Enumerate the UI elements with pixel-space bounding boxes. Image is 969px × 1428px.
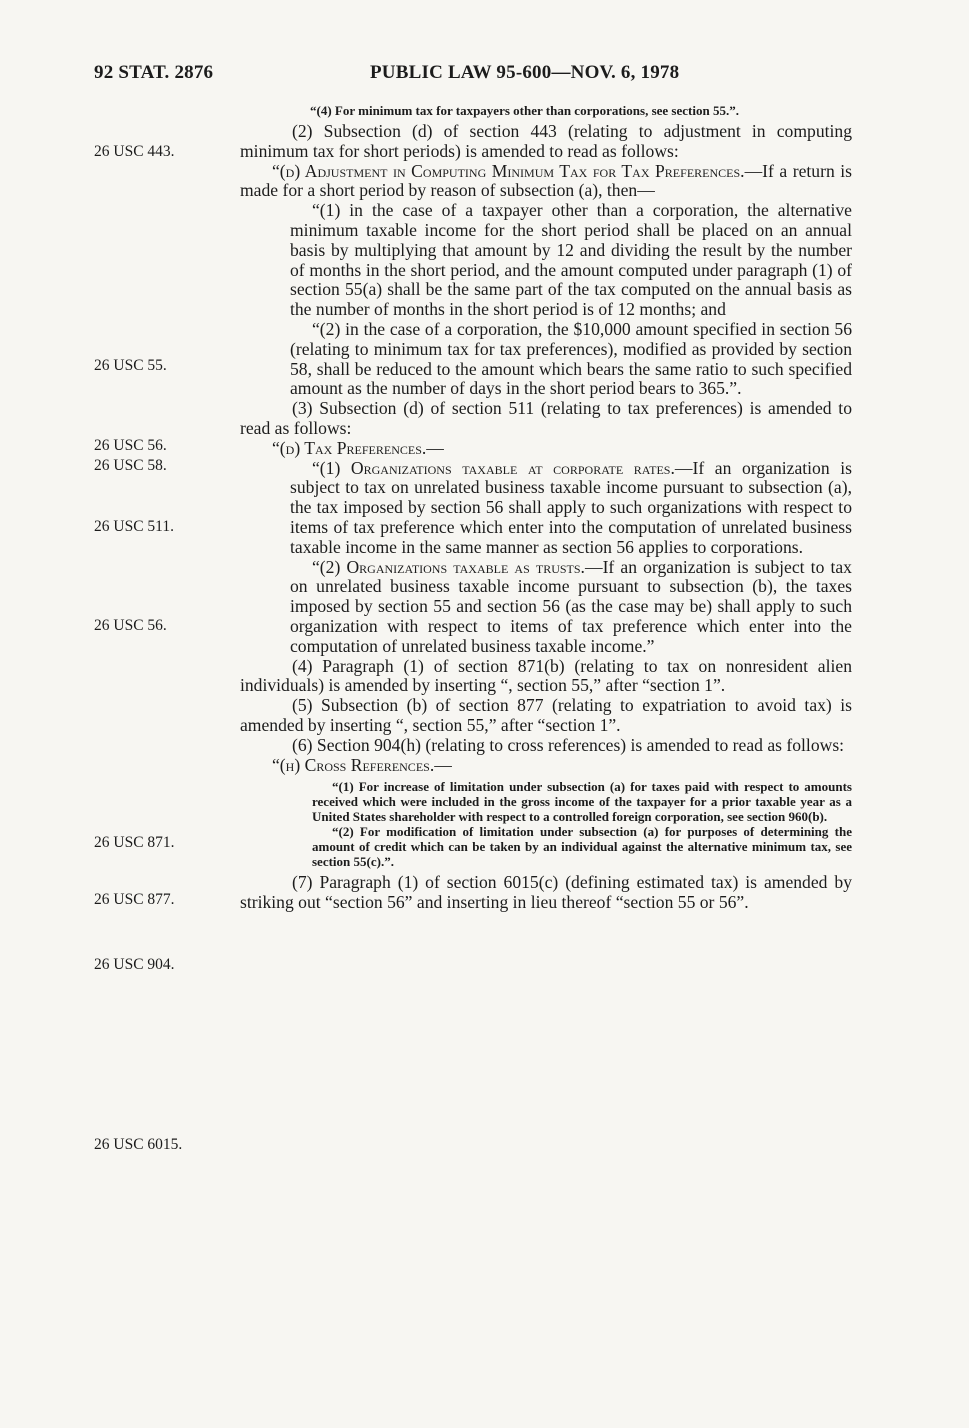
note-min-tax-other: “(4) For minimum tax for taxpayers other than corporations, see section 55.”.	[310, 103, 739, 118]
margin-note-usc-443: 26 USC 443.	[94, 143, 175, 160]
para-4-section-871: (4) Paragraph (1) of section 871(b) (relating to tax on nonresident alien individuals) is amended by inserting “, section 55,” after “section 1”.	[240, 655, 852, 696]
para-3-section-511: (3) Subsection (d) of section 511 (relating to tax preferences) is amended to read as follows:	[240, 398, 852, 438]
para-6-section-904: (6) Section 904(h) (relating to cross references) is amended to read as follows:	[292, 734, 845, 755]
margin-note-usc-511: 26 USC 511.	[94, 518, 174, 535]
law-title: PUBLIC LAW 95-600—NOV. 6, 1978	[370, 62, 680, 83]
heading-trusts: “(2) Organizations taxable as trusts.	[312, 556, 585, 577]
heading-adjustment: “(d) Adjustment in Computing Minimum Tax for Tax Preferences.	[272, 160, 745, 181]
margin-note-usc-55: 26 USC 55.	[94, 357, 167, 374]
heading-corporate-rates: “(1) Organizations taxable at corporate rates.	[312, 457, 675, 478]
margin-note-usc-6015: 26 USC 6015.	[94, 1136, 183, 1153]
para-2-short-periods: (2) Subsection (d) of section 443 (relating to adjustment in computing minimum tax for short periods) is amended to read as follows:	[240, 121, 852, 161]
para-1-taxpayer-other: “(1) in the case of a taxpayer other than a corporation, the alternative minimum taxable income for the short period shall be placed on an annual basis by multiplying that amount by 12 and dividing the result by the number of months in the short period, and the amount computed under paragraph (1) of section 55(a) shall be the same part of the tax computed on the annual basis as the number of months in the short period is of 12 months; and	[290, 200, 852, 320]
para-5-section-877: (5) Subsection (b) of section 877 (relating to expatriation to avoid tax) is amended by inserting “, section 55,” after “section 1”.	[240, 695, 852, 735]
heading-cross-references: “(h) Cross References.—	[272, 754, 452, 775]
margin-note-usc-56-b: 26 USC 56.	[94, 617, 167, 634]
margin-note-usc-58: 26 USC 58.	[94, 457, 167, 474]
stat-citation: 92 STAT. 2876	[94, 62, 214, 83]
statute-body	[240, 103, 852, 913]
cross-references-list	[240, 779, 852, 869]
heading-tax-preferences: “(d) Tax Preferences.—	[272, 437, 444, 458]
para-2-corporation: “(2) in the case of a corporation, the $10,000 amount specified in section 56 (relating to minimum tax for tax preferences), modified as provided by section 58, shall be reduced to the amount which bears the same ratio to such specified amount as the number of days in the short period bears to 365.”.	[290, 318, 852, 399]
cross-ref-1: “(1) For increase of limitation under subsection (a) for taxes paid with respect to amounts received which were included in the gross income of the taxpayer for a prior taxable year as a United States shareholder with respect to a controlled foreign corporation, see section 960(b).	[312, 779, 852, 825]
margin-note-usc-871: 26 USC 871.	[94, 834, 175, 851]
para-2-trusts: “(2) Organizations taxable as trusts.—If an organization is subject to tax on unrelated business taxable income pursuant to subsection (b), the taxes imposed by section 55 and section 56 (as the case may be) shall apply to such organization with respect to items of tax preference which enter into the computation of unrelated business taxable income.”	[290, 556, 852, 656]
para-7-section-6015: (7) Paragraph (1) of section 6015(c) (defining estimated tax) is amended by striking out “section 56” and inserting in lieu thereof “section 55 or 56”.	[240, 872, 852, 913]
margin-note-usc-904: 26 USC 904.	[94, 956, 175, 973]
cross-ref-2: “(2) For modification of limitation under subsection (a) for purposes of determining the amount of credit which can be taken by an individual against the alternative minimum tax, see section 55(c).”.	[312, 824, 852, 870]
margin-note-usc-56: 26 USC 56.	[94, 437, 167, 454]
margin-note-usc-877: 26 USC 877.	[94, 891, 175, 908]
para-d-adjustment: “(d) Adjustment in Computing Minimum Tax for Tax Preferences.—If a return is made for a short period by reason of subsection (a), then—	[240, 160, 852, 201]
para-1-corporate-rates: “(1) Organizations taxable at corporate rates.—If an organization is subject to tax on unrelated business taxable income pursuant to subsection (a), the tax imposed by section 56 shall apply to such organizations with respect to items of tax preference which enter into the computation of unrelated business taxable income in the same manner as section 56 applies to corporations.	[290, 457, 852, 557]
